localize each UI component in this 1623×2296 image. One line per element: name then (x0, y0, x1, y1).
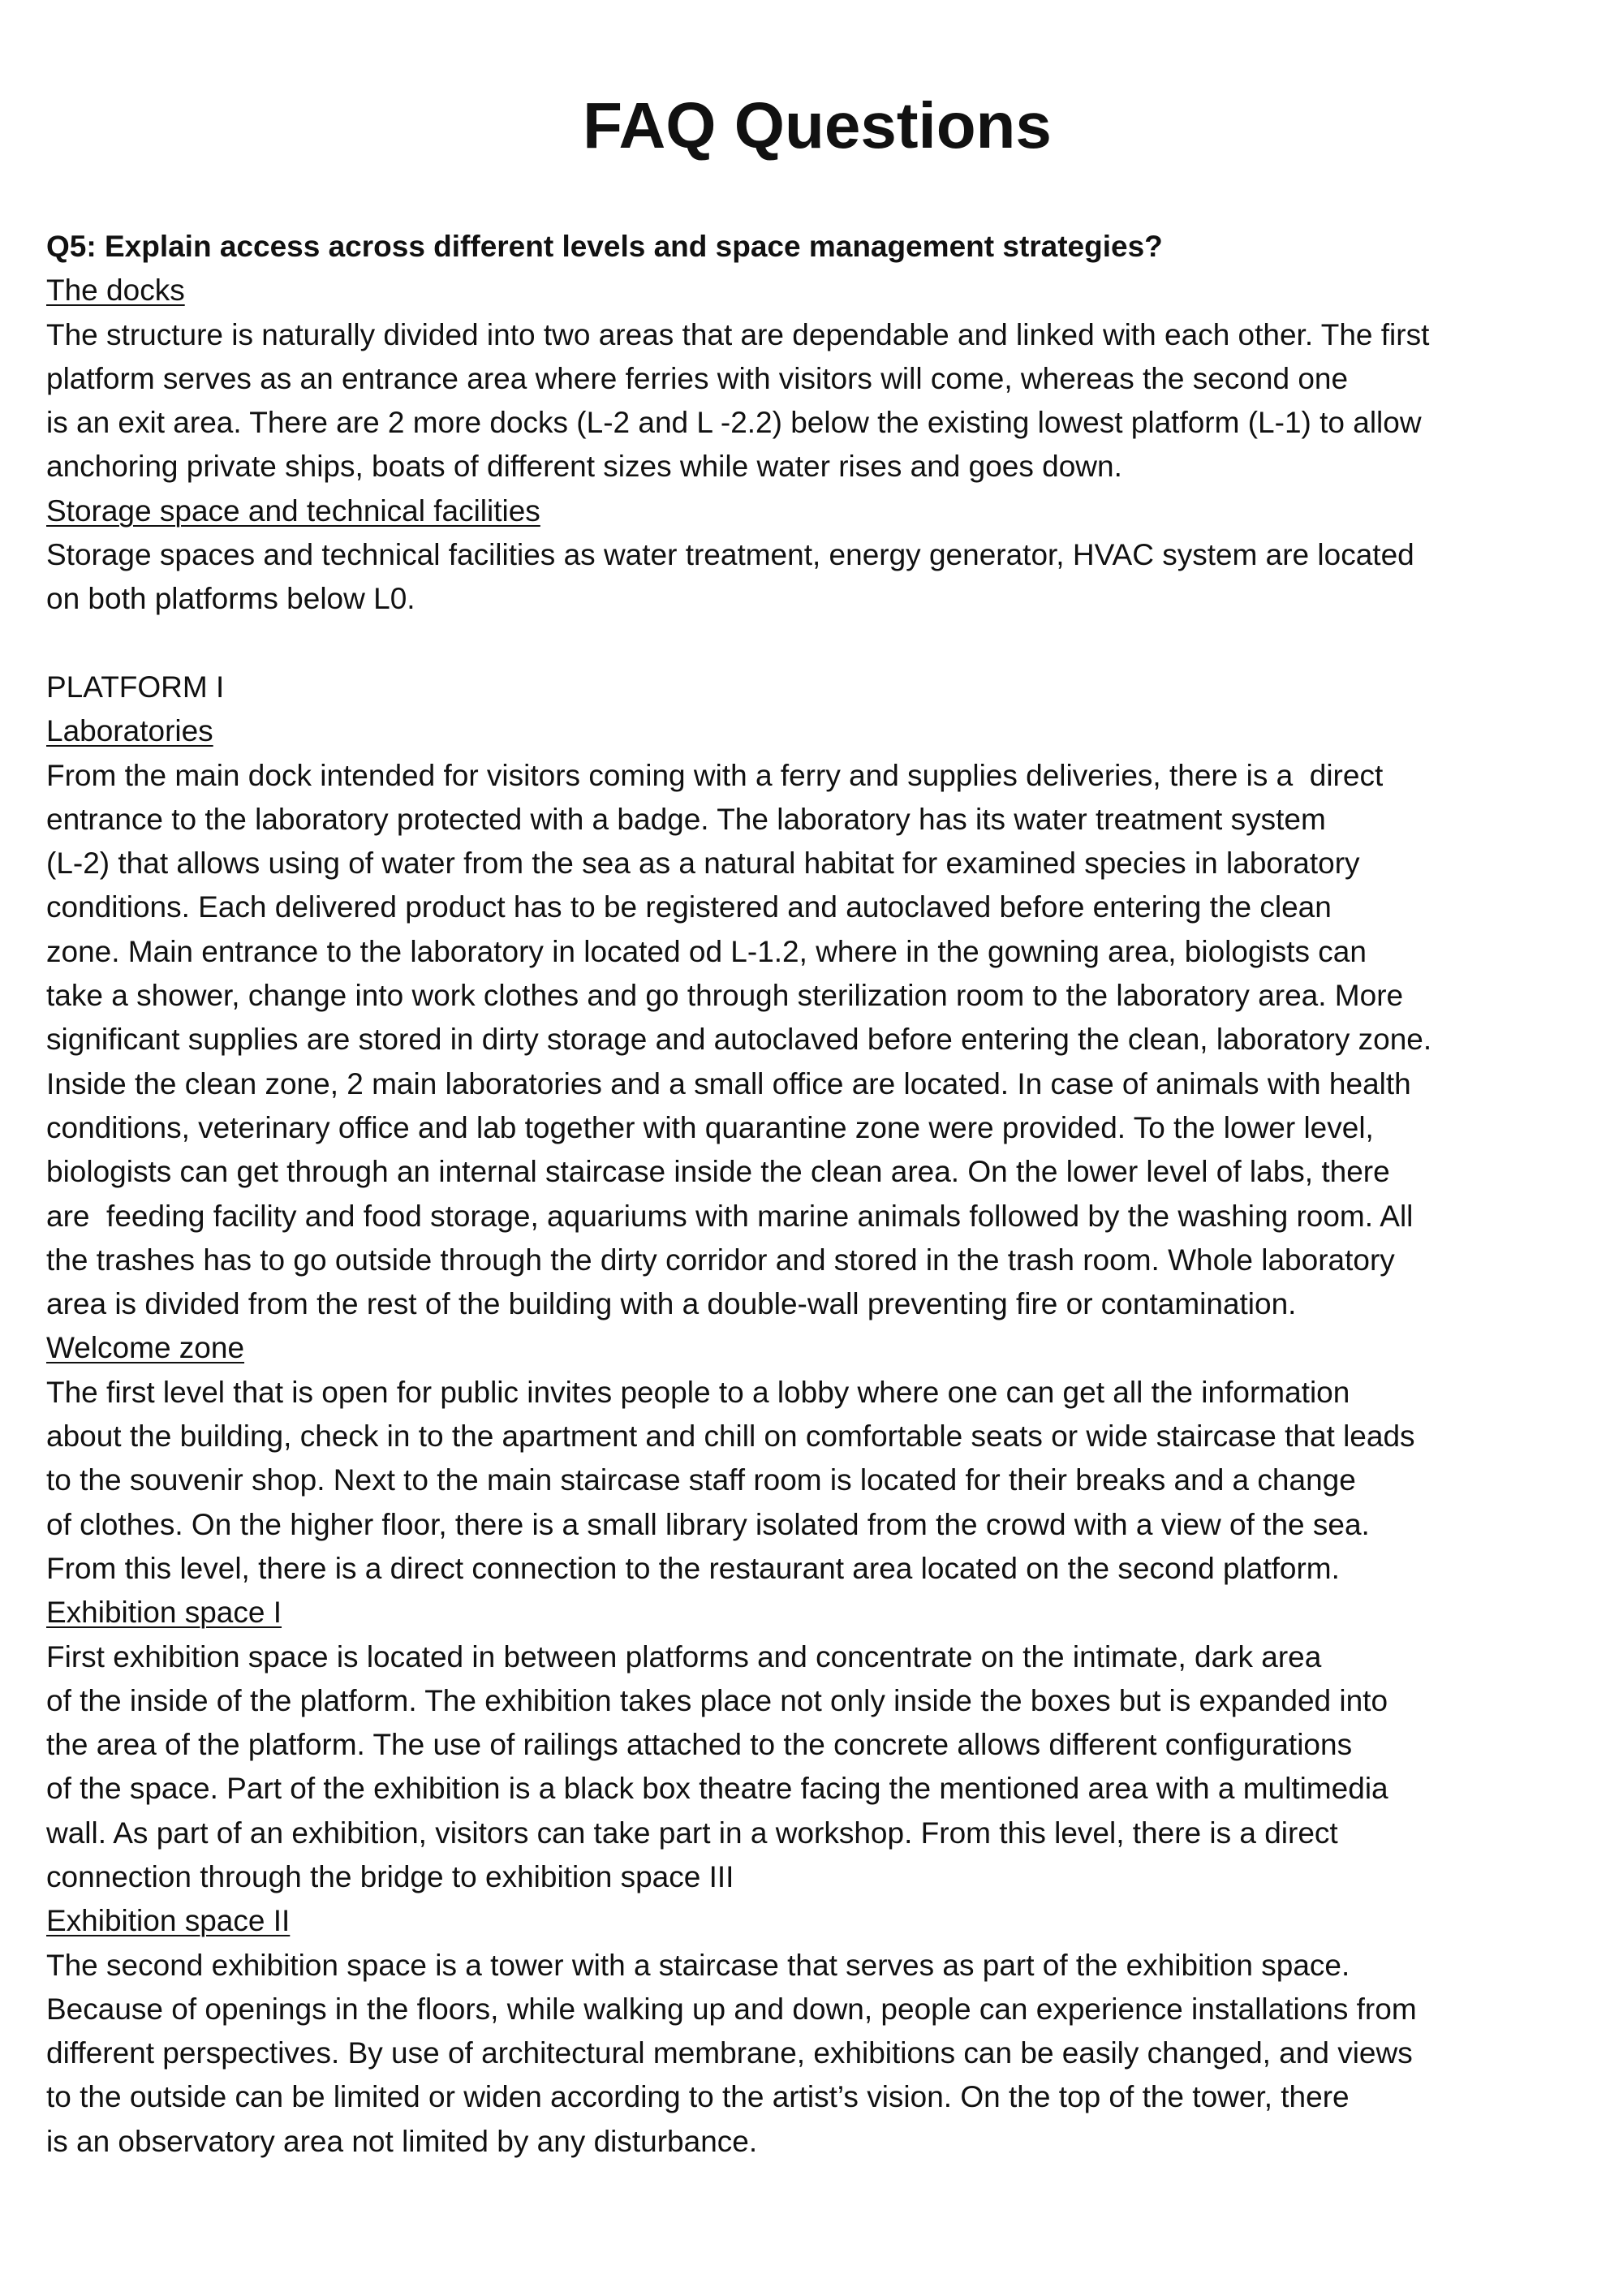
paragraph-line: of clothes. On the higher floor, there is a small library isolated from the crowd with a view of the sea. (46, 1507, 1370, 1541)
section-heading-welcome-zone: Welcome zone (46, 1331, 245, 1365)
paragraph-line: of the inside of the platform. The exhibition takes place not only inside the boxes but is expanded into (46, 1683, 1388, 1717)
paragraph-line: anchoring private ships, boats of different sizes while water rises and goes down. (46, 450, 1122, 484)
paragraph-line: zone. Main entrance to the laboratory in located od L-1.2, where in the gowning area, biologists can (46, 934, 1367, 968)
paragraph-line: Inside the clean zone, 2 main laboratories and a small office are located. In case of animals with health (46, 1066, 1411, 1101)
section-heading-laboratories: Laboratories (46, 714, 213, 748)
section-heading-exhibition-space-2: Exhibition space II (46, 1904, 291, 1938)
paragraph-line: is an observatory area not limited by any disturbance. (46, 2124, 758, 2158)
paragraph-line: to the outside can be limited or widen according to the artist’s vision. On the top of the tower, there (46, 2080, 1350, 2114)
platform-label: PLATFORM I (46, 670, 225, 704)
paragraph-line: The second exhibition space is a tower with a staircase that serves as part of the exhibition space. (46, 1948, 1350, 1982)
paragraph-line: the area of the platform. The use of railings attached to the concrete allows different configurations (46, 1728, 1353, 1762)
paragraph-line: First exhibition space is located in between platforms and concentrate on the intimate, dark area (46, 1639, 1322, 1674)
paragraph-line: connection through the bridge to exhibition space III (46, 1859, 734, 1893)
paragraph-line: From this level, there is a direct connection to the restaurant area located on the second platform. (46, 1551, 1340, 1585)
question-heading: Q5: Explain access across different levels and space management strategies? (46, 230, 1163, 263)
paragraph-line: are feeding facility and food storage, aquariums with marine animals followed by the washing room. All (46, 1199, 1414, 1233)
page-title: FAQ Questions (583, 89, 1052, 162)
paragraph-line: to the souvenir shop. Next to the main staircase staff room is located for their breaks and a change (46, 1463, 1356, 1497)
paragraph-line: about the building, check in to the apartment and chill on comfortable seats or wide staircase that leads (46, 1419, 1415, 1454)
paragraph-line: wall. As part of an exhibition, visitors can take part in a workshop. From this level, there is a direct (46, 1816, 1338, 1850)
paragraph-line: The first level that is open for public invites people to a lobby where one can get all the information (46, 1375, 1350, 1409)
faq-body (46, 225, 1588, 2164)
paragraph-line: entrance to the laboratory protected with a badge. The laboratory has its water treatment system (46, 802, 1326, 836)
paragraph-line: conditions, veterinary office and lab together with quarantine zone were provided. To the lower level, (46, 1110, 1374, 1144)
paragraph-line: (L-2) that allows using of water from the sea as a natural habitat for examined species in laboratory (46, 846, 1360, 881)
paragraph-line: on both platforms below L0. (46, 582, 415, 616)
paragraph-line: Because of openings in the floors, while walking up and down, people can experience installations from (46, 1992, 1417, 2026)
paragraph-line: conditions. Each delivered product has to be registered and autoclaved before entering the clean (46, 890, 1332, 924)
paragraph-line: Storage spaces and technical facilities as water treatment, energy generator, HVAC system are located (46, 538, 1414, 572)
section-heading-docks: The docks (46, 274, 185, 308)
paragraph-line: From the main dock intended for visitors coming with a ferry and supplies deliveries, there is a direct (46, 758, 1384, 792)
paragraph-line: take a shower, change into work clothes and go through sterilization room to the laboratory area. More (46, 979, 1404, 1013)
paragraph-line: The structure is naturally divided into two areas that are dependable and linked with each other. The first (46, 317, 1430, 351)
paragraph-line: biologists can get through an internal staircase inside the clean area. On the lower level of labs, there (46, 1155, 1390, 1189)
paragraph-line: platform serves as an entrance area where ferries with visitors will come, whereas the second one (46, 361, 1349, 395)
paragraph-line: significant supplies are stored in dirty storage and autoclaved before entering the clean, laboratory zone. (46, 1023, 1432, 1057)
paragraph-line: different perspectives. By use of architectural membrane, exhibitions can be easily changed, and views (46, 2036, 1413, 2070)
spacer (46, 622, 1588, 666)
section-heading-exhibition-space-1: Exhibition space I (46, 1596, 282, 1630)
paragraph-line: is an exit area. There are 2 more docks (L-2 and L -2.2) below the existing lowest platform (L-1) to allow (46, 406, 1422, 440)
paragraph-line: the trashes has to go outside through the dirty corridor and stored in the trash room. Whole laboratory (46, 1243, 1395, 1277)
paragraph-line: of the space. Part of the exhibition is a black box theatre facing the mentioned area with a multimedia (46, 1772, 1388, 1806)
section-heading-storage: Storage space and technical facilities (46, 493, 540, 528)
paragraph-line: area is divided from the rest of the building with a double-wall preventing fire or contamination. (46, 1287, 1297, 1321)
